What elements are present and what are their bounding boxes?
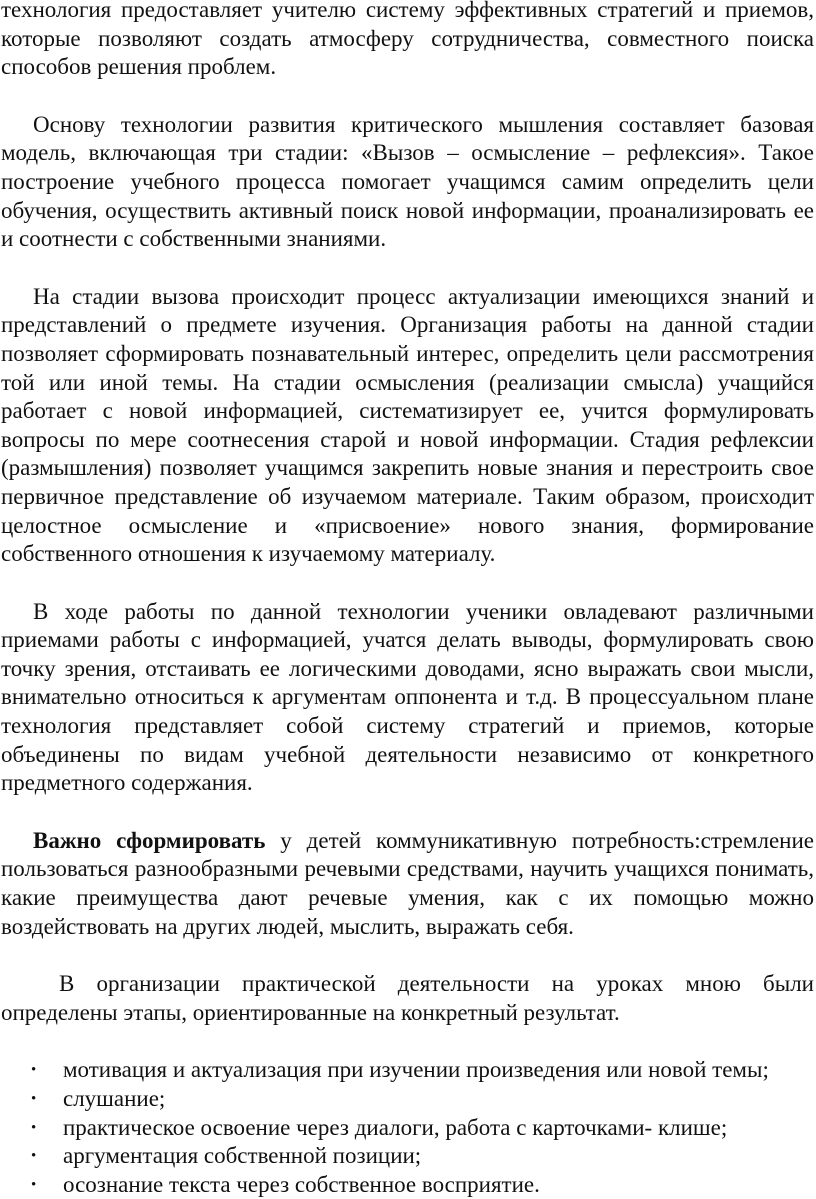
list-item (1, 1142, 814, 1171)
paragraph-gap (1, 569, 814, 598)
paragraph-gap (1, 82, 814, 111)
list-item (1, 1114, 814, 1143)
paragraph-gap (1, 254, 814, 283)
list-item-text: аргументация собственной позиции; (63, 1143, 422, 1169)
bullet-icon: • (31, 1176, 37, 1193)
bullet-icon: • (31, 1091, 37, 1107)
paragraph-gap (1, 798, 814, 827)
bullet-icon: • (31, 1062, 37, 1079)
paragraph-student-skills: В ходе работы по данной технологии ученики овладевают различными приемами работы с информацией, учатся делать выводы, формулировать свою точку зрения, отстаивать ее логическими доводами, ясно выражать свои мысли, внимательно относиться к аргументам оппонента и т.д. В процессуальном плане технология представляет собой систему стратегий и приемов, которые объединены по видам учебной деятельности независимо от конкретного предметного содержания. (1, 598, 814, 796)
paragraph-continuation: у детей коммуникативную потребность:стремление пользоваться разнообразными речевыми средствами, научить учащихся понимать, какие преимущества дают речевые умения, как с их помощью можно воздействовать на других людей, мыслить, выражать себя. (1, 827, 814, 939)
list-item (1, 1171, 814, 1199)
paragraph-stages-description: На стадии вызова происходит процесс актуализации имеющихся знаний и представлений о предмете изучения. Организация работы на данной стадии позволяет сформировать познавательный интерес, определить цели рассмотрения той или иной темы. На стадии осмысления (реализации смысла) учащийся работает с новой информацией, систематизирует ее, учится формулировать вопросы по мере соотнесения старой и новой информации. Стадия рефлексии (размышления) позволяет учащимся закрепить новые знания и перестроить свое первичное представление об изучаемом материале. Таким образом, происходит целостное осмысление и «присвоение» нового знания, формирование собственного отношения к изучаемому материалу. (1, 283, 814, 567)
bold-lead-text: Важно сформировать (33, 827, 266, 853)
list-item-text: осознание текста через собственное восприятие. (63, 1171, 540, 1197)
paragraph-gap (1, 941, 814, 970)
list-item (1, 1085, 814, 1114)
bullet-icon: • (31, 1119, 37, 1136)
list-item (1, 1056, 814, 1085)
paragraph-communicative-need (1, 827, 814, 941)
list-item-text: мотивация и актуализация при изучении произведения или новой темы; (63, 1057, 769, 1083)
bullet-icon: • (31, 1148, 37, 1165)
paragraph-gap (1, 1027, 814, 1056)
list-item-text: практическое освоение через диалоги, работа с карточками- клише; (63, 1114, 728, 1140)
paragraph-base-model: Основу технологии развития критического мышления составляет базовая модель, включающая три стадии: «Вызов – осмысление – рефлексия». Такое построение учебного процесса помогает учащимся самим определить цели обучения, осуществить активный поиск новой информации, проанализировать ее и соотнести с собственными знаниями. (1, 111, 814, 252)
paragraph-stages-intro: В организации практической деятельности на уроках мною были определены этапы, ориентированные на конкретный результат. (1, 971, 814, 1025)
stages-bullet-list (1, 1056, 814, 1199)
paragraph-technology-intro: технология предоставляет учителю систему эффективных стратегий и приемов, которые позволяют создать атмосферу сотрудничества, совместного поиска способов решения проблем. (1, 0, 814, 80)
list-item-text: слушание; (63, 1086, 166, 1111)
